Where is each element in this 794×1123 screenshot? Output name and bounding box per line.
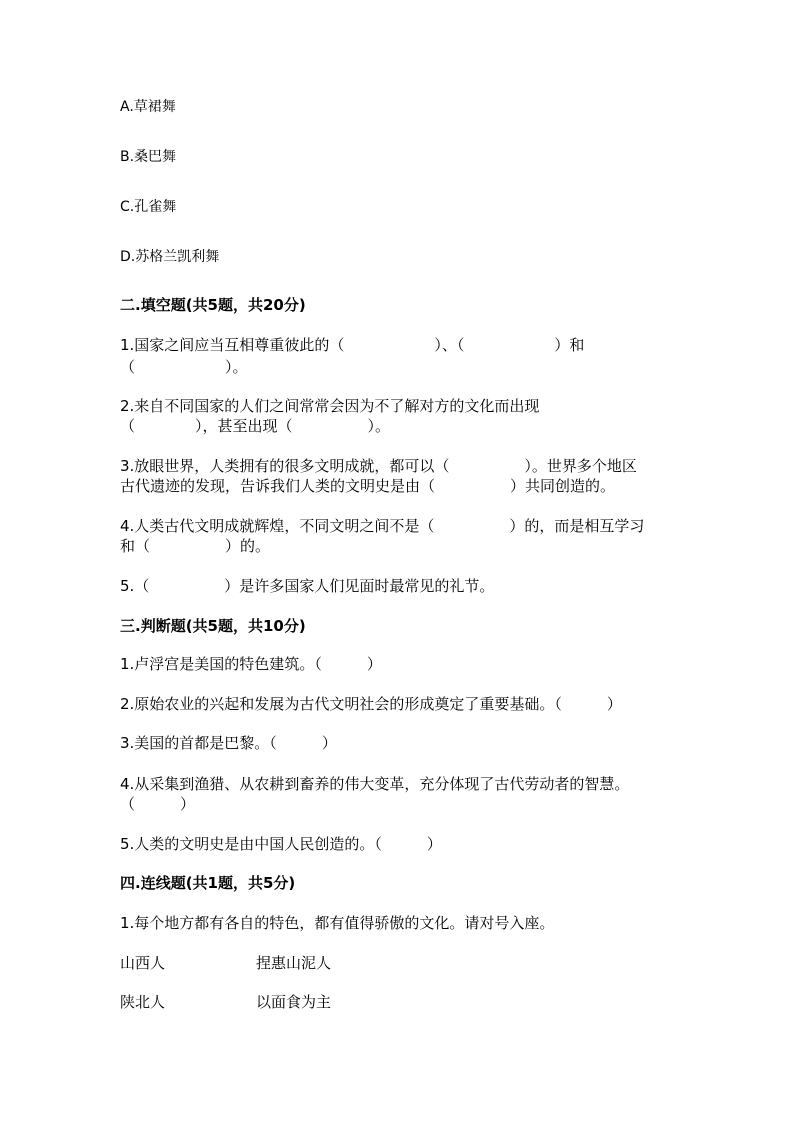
section-3-heading: 三.判断题(共5题，共10分) [120, 617, 306, 635]
option-a: A.草裙舞 [120, 99, 176, 115]
option-c: C.孔雀舞 [120, 199, 177, 215]
judge-q1: 1.卢浮宫是美国的特色建筑。（ ） [120, 655, 382, 673]
fill-q3-line1: 3.放眼世界，人类拥有的很多文明成就，都可以（ ）。世界多个地区 [120, 457, 637, 475]
judge-q3: 3.美国的首都是巴黎。（ ） [120, 734, 337, 752]
match-q1: 1.每个地方都有各自的特色，都有值得骄傲的文化。请对号入座。 [120, 914, 555, 932]
judge-q4-line2: （ ） [120, 795, 196, 813]
option-b: B.桑巴舞 [120, 149, 177, 165]
fill-q2-line2: （ ），甚至出现（ ）。 [120, 417, 391, 435]
match-left-item: 陕北人 [120, 993, 166, 1011]
match-left-item: 山西人 [120, 954, 166, 972]
fill-q3-line2: 古代遗迹的发现，告诉我们人类的文明史是由（ ）共同创造的。 [120, 477, 616, 495]
fill-q1-line1: 1.国家之间应当互相尊重彼此的（ ）、（ ）和 [120, 336, 585, 354]
fill-q2-line1: 2.来自不同国家的人们之间常常会因为不了解对方的文化而出现 [120, 397, 540, 415]
fill-q1-line2: （ ）。 [120, 358, 248, 376]
section-4-heading: 四.连线题(共1题，共5分) [120, 874, 296, 892]
section-2-heading: 二.填空题(共5题，共20分) [120, 296, 306, 314]
fill-q5-line1: 5.（ ）是许多国家人们见面时最常见的礼节。 [120, 577, 495, 595]
fill-q4-line1: 4.人类古代文明成就辉煌，不同文明之间不是（ ）的，而是相互学习 [120, 517, 645, 535]
fill-q4-line2: 和（ ）的。 [120, 537, 271, 555]
option-d: D.苏格兰凯利舞 [120, 249, 220, 265]
match-right-item: 捏惠山泥人 [256, 954, 332, 972]
judge-q2: 2.原始农业的兴起和发展为古代文明社会的形成奠定了重要基础。（ ） [120, 695, 622, 713]
match-right-item: 以面食为主 [256, 993, 332, 1011]
judge-q5: 5.人类的文明史是由中国人民创造的。（ ） [120, 835, 442, 853]
judge-q4-line1: 4.从采集到渔猎、从农耕到畜养的伟大变革，充分体现了古代劳动者的智慧。 [120, 775, 630, 793]
